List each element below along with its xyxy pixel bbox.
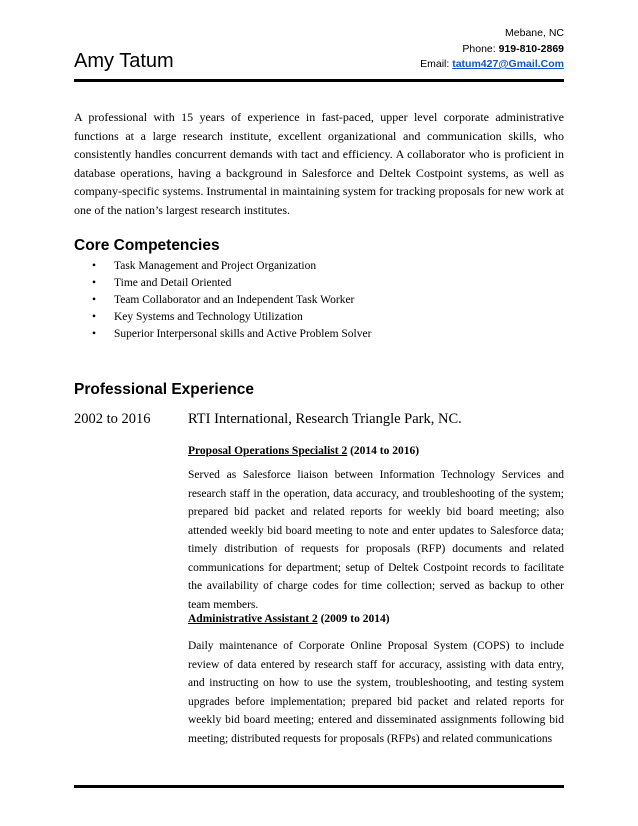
role-name: Proposal Operations Specialist 2: [188, 445, 348, 457]
phone-number: 919-810-2869: [498, 42, 564, 55]
professional-summary: A professional with 15 years of experience in fast-paced, upper level corporate administrative functions at a large research institute, excellent organizational and communication skills, who consistently handles concurrent demands with tact and efficiency. A collaborator who is proficient in database operations, having a background in Salesforce and Deltek Costpoint systems, as well as company-specific systems. Instrumental in maintaining system for tracking proposals for new work at one of the nation’s largest research institutes.: [74, 110, 564, 217]
list-item: [92, 292, 371, 309]
competencies-list: [92, 258, 371, 343]
list-item: [92, 326, 371, 343]
core-competencies-heading: Core Competencies: [74, 237, 220, 254]
bullet-icon: •: [92, 277, 97, 289]
list-item: [92, 309, 371, 326]
role-dates: (2009 to 2014): [320, 613, 390, 625]
bullet-icon: •: [92, 260, 97, 272]
competency-text: Superior Interpersonal skills and Active Problem Solver: [114, 328, 372, 340]
competency-text: Time and Detail Oriented: [114, 277, 232, 289]
competency-text: Task Management and Project Organization: [114, 260, 317, 272]
person-name: Amy Tatum: [74, 50, 174, 72]
contact-block: [420, 26, 564, 73]
competency-text: Team Collaborator and an Independent Task Worker: [114, 294, 355, 306]
bullet-icon: •: [92, 328, 97, 340]
list-item: [92, 275, 371, 292]
role-title: [188, 613, 390, 625]
phone-label: Phone:: [462, 42, 496, 55]
contact-email-line: [420, 57, 564, 73]
competency-text: Key Systems and Technology Utilization: [114, 311, 303, 323]
role-name: Administrative Assistant 2: [188, 613, 318, 625]
role-description: Daily maintenance of Corporate Online Proposal System (COPS) to include review of data entered by research staff for accuracy, assisting with data entry, and instructing on how to use the system, troubleshooting, and testing system upgrades before implementation; prepared bid packet and related reports for weekly bid board meeting; entered and disseminated assignments following bid meeting; distributed requests for proposals (RFPs) and related communications: [188, 640, 564, 745]
list-item: [92, 258, 371, 275]
bullet-icon: •: [92, 294, 97, 306]
header-divider: [74, 79, 564, 82]
bullet-icon: •: [92, 311, 97, 323]
email-label: Email:: [420, 58, 450, 70]
job-organization: RTI International, Research Triangle Park, NC.: [188, 411, 462, 427]
contact-city: Mebane, NC: [505, 27, 564, 39]
email-link[interactable]: tatum427@Gmail.Com: [452, 58, 564, 70]
role-title: [188, 445, 419, 457]
professional-experience-heading: Professional Experience: [74, 381, 255, 398]
role-dates: (2014 to 2016): [350, 445, 420, 457]
contact-phone-line: [420, 42, 564, 58]
footer-divider: [74, 785, 564, 788]
job-years: 2002 to 2016: [74, 411, 151, 427]
role-description: Served as Salesforce liaison between Information Technology Services and research staff in the operation, data accuracy, and troubleshooting of the system; prepared bid packet and related reports for weekly bid board meeting; also attended weekly bid board meeting to note and enter updates to Salesforce data; timely distribution of requests for proposals (RFP) documents and related communications for department; setup of Deltek Costpoint records to facilitate the availability of charge codes for time collection; served as backup to other team members.: [188, 469, 564, 611]
